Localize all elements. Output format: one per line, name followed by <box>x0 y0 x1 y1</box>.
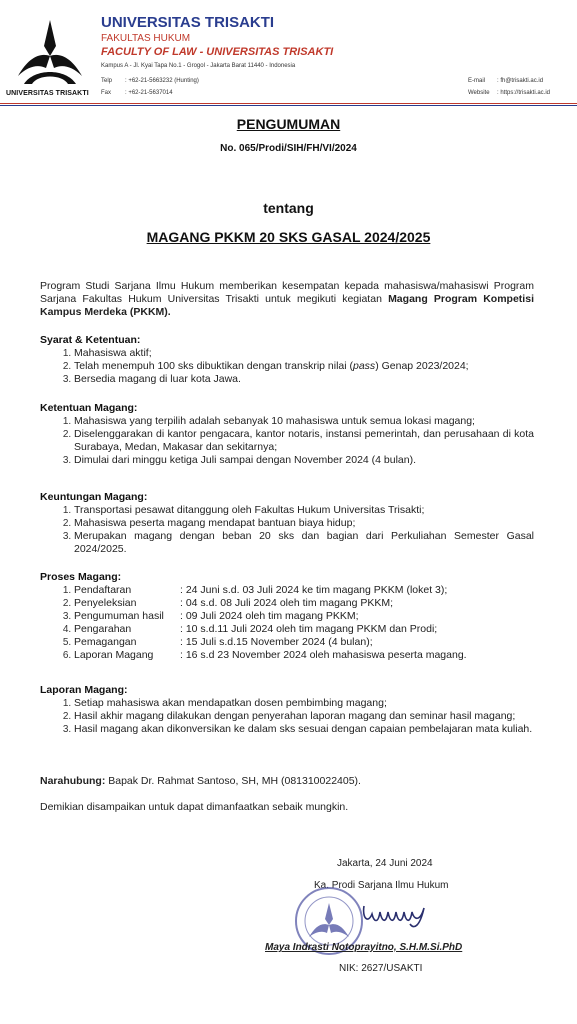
contact-label: Narahubung: <box>40 775 106 787</box>
list-item: 3. Bersedia magang di luar kota Jawa. <box>74 373 534 386</box>
proses-heading: Proses Magang: <box>40 571 122 583</box>
telp-value: : +62-21-5663232 (Hunting) <box>125 78 199 84</box>
list-item: 3. Hasil magang akan dikonversikan ke dalam sks sesuai dengan capaian pembelajaran mata kuliah. <box>74 723 534 736</box>
logo-caption: UNIVERSITAS TRISAKTI <box>6 90 89 97</box>
list-item: 4. Pengarahan : 10 s.d.11 Juli 2024 oleh tim magang PKKM dan Prodi; <box>74 623 534 636</box>
signatory-position: Ka. Prodi Sarjana Ilmu Hukum <box>314 880 449 891</box>
document-title: PENGUMUMAN <box>236 116 341 132</box>
list-item: 2. Penyeleksian : 04 s.d. 08 Juli 2024 oleh tim magang PKKM; <box>74 597 534 610</box>
intro-text: Program Studi Sarjana Ilmu Hukum memberikan kesempatan kepada mahasiswa/mahasiswi Program Sarjana Fakultas Hukum Universitas Trisakti untuk megikuti kegiatan <box>40 280 534 305</box>
list-item: 6. Laporan Magang : 16 s.d 23 November 2024 oleh mahasiswa peserta magang. <box>74 649 534 662</box>
list-item: 2. Telah menempuh 100 sks dibuktikan dengan transkrip nilai (pass) Genap 2023/2024; <box>74 360 534 373</box>
about-label: tentang <box>263 200 314 216</box>
faculty-english: FACULTY OF LAW - UNIVERSITAS TRISAKTI <box>101 46 334 58</box>
address: Kampus A - Jl. Kyai Tapa No.1 - Grogol - Jakarta Barat 11440 - Indonesia <box>101 63 296 69</box>
document-number: No. 065/Prodi/SIH/FH/VI/2024 <box>220 143 357 154</box>
telp-label: Telp <box>101 78 113 84</box>
place-date: Jakarta, 24 Juni 2024 <box>337 858 433 869</box>
keuntungan-section <box>40 491 534 556</box>
header-rule-red <box>0 103 577 104</box>
syarat-section <box>40 334 534 386</box>
intro-paragraph <box>40 280 534 319</box>
fax-value: : +62-21-5637014 <box>125 90 173 96</box>
contact-value: Bapak Dr. Rahmat Santoso, SH, MH (081310022405). <box>105 775 361 787</box>
header-rule-navy <box>0 105 577 106</box>
fax-label: Fax <box>101 90 112 96</box>
list-item: 1. Setiap mahasiswa akan mendapatkan dosen pembimbing magang; <box>74 697 534 710</box>
faculty-name: FAKULTAS HUKUM <box>101 33 191 44</box>
list-item: 1. Pendaftaran : 24 Juni s.d. 03 Juli 2024 ke tim magang PKKM (loket 3); <box>74 584 534 597</box>
list-item: 2. Mahasiswa peserta magang mendapat bantuan biaya hidup; <box>74 517 534 530</box>
university-logo <box>10 18 90 90</box>
contact-line <box>40 775 534 788</box>
closing-text: Demikian disampaikan untuk dapat dimanfaatkan sebaik mungkin. <box>40 801 349 813</box>
list-item: 2. Hasil akhir magang dilakukan dengan penyerahan laporan magang dan seminar hasil magang; <box>74 710 534 723</box>
ketentuan-heading: Ketentuan Magang: <box>40 402 138 414</box>
signature-scribble <box>360 900 440 930</box>
list-item: 2. Diselenggarakan di kantor pengacara, kantor notaris, instansi pemerintah, dan perusahaan di kota Surabaya, Medan, Makasar dan sekitarnya; <box>74 428 534 454</box>
signatory-name: Maya Indrasti Notoprayitno, S.H.M.Si.PhD <box>265 942 463 953</box>
keuntungan-heading: Keuntungan Magang: <box>40 491 148 503</box>
intro-bold: Magang Program Kompetisi Kampus Merdeka (PKKM). <box>40 293 534 318</box>
document-subject: MAGANG PKKM 20 SKS GASAL 2024/2025 <box>146 229 431 245</box>
laporan-section <box>40 684 534 736</box>
website-label: Website <box>468 90 490 96</box>
list-item: 3. Dimulai dari minggu ketiga Juli sampai dengan November 2024 (4 bulan). <box>74 454 534 467</box>
list-item: 3. Pengumuman hasil : 09 Juli 2024 oleh tim magang PKKM; <box>74 610 534 623</box>
proses-section <box>40 571 534 662</box>
email-label: E-mail <box>468 78 486 84</box>
signatory-nik: NIK: 2627/USAKTI <box>339 963 423 974</box>
website-value: : https://trisakti.ac.id <box>497 90 551 96</box>
list-item: 3. Merupakan magang dengan beban 20 sks dan bagian dari Perkuliahan Semester Gasal 2024/2025. <box>74 530 534 556</box>
list-item: 1. Mahasiswa aktif; <box>74 347 534 360</box>
email-value: : fh@trisakti.ac.id <box>497 78 544 84</box>
university-name: UNIVERSITAS TRISAKTI <box>101 14 275 31</box>
list-item: 1. Transportasi pesawat ditanggung oleh Fakultas Hukum Universitas Trisakti; <box>74 504 534 517</box>
syarat-heading: Syarat & Ketentuan: <box>40 334 141 346</box>
ketentuan-section <box>40 402 534 467</box>
laporan-heading: Laporan Magang: <box>40 684 128 696</box>
list-item: 1. Mahasiswa yang terpilih adalah sebanyak 10 mahasiswa untuk semua lokasi magang; <box>74 415 534 428</box>
list-item: 5. Pemagangan : 15 Juli s.d.15 November 2024 (4 bulan); <box>74 636 534 649</box>
